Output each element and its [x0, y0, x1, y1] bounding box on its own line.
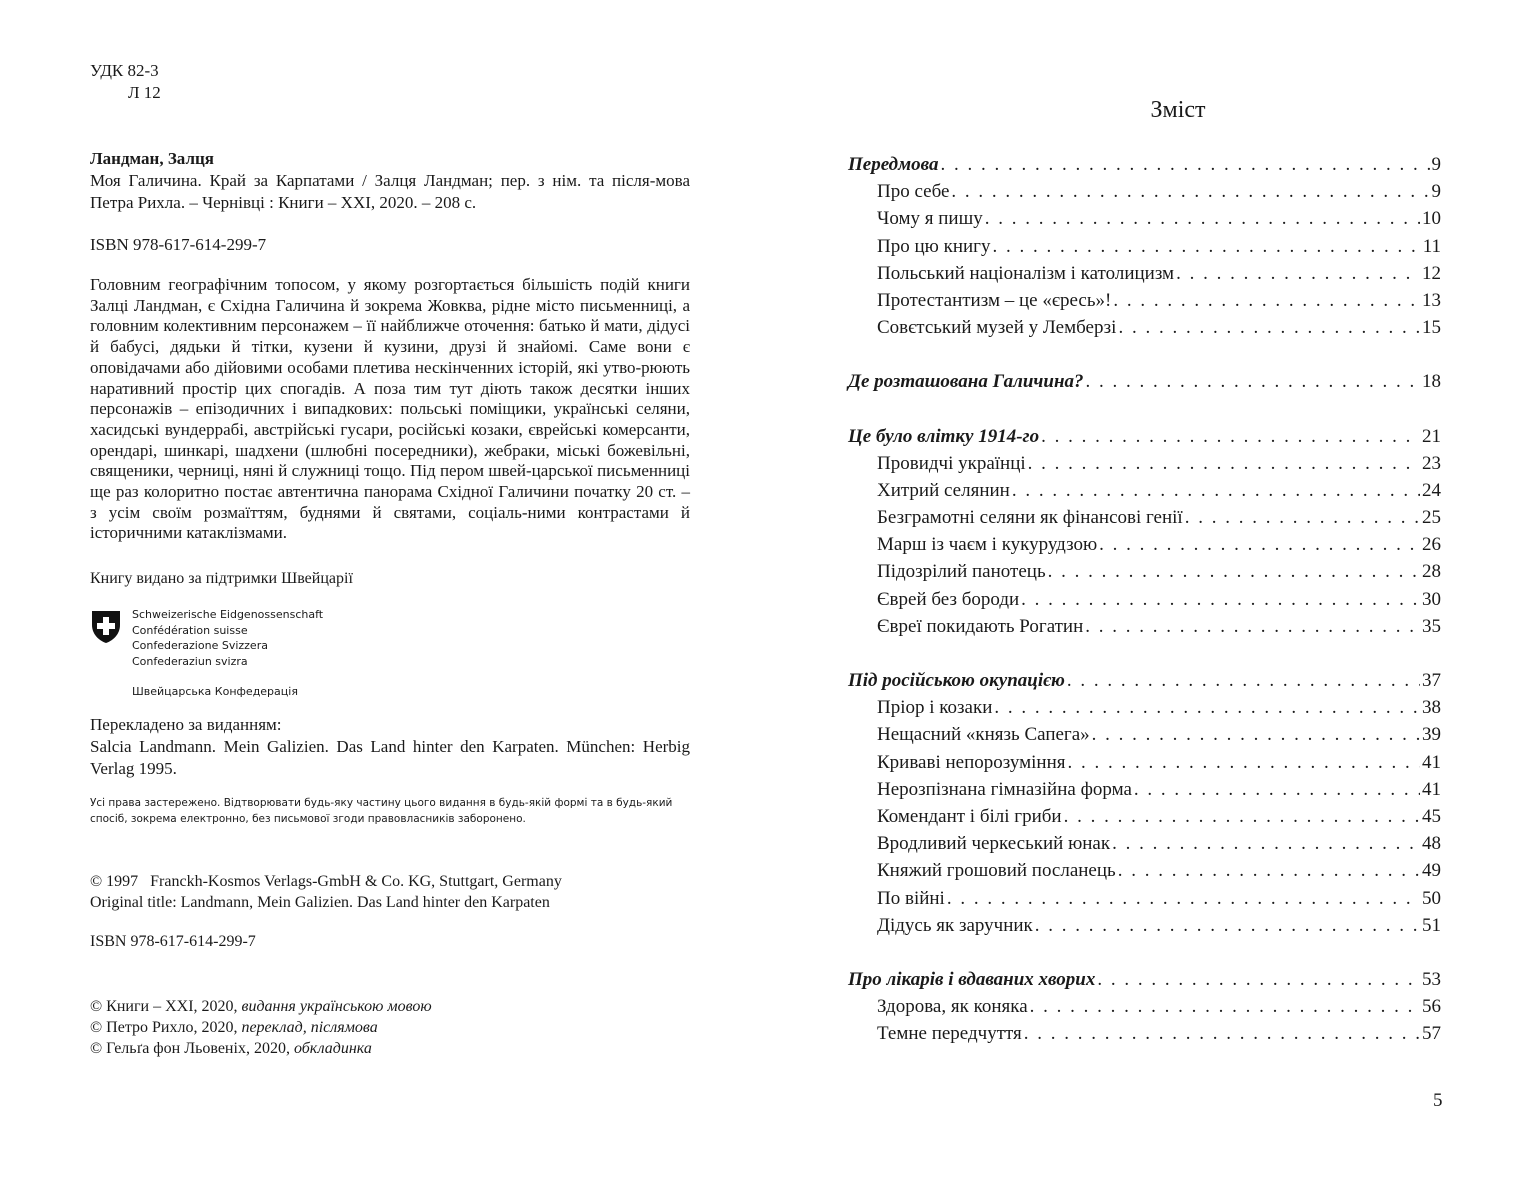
- toc-entry-title: Польський націоналізм і католицизм: [877, 262, 1175, 284]
- toc-entry: [848, 721, 1441, 748]
- toc-section: [848, 966, 1441, 993]
- toc-leader-dots: [1035, 912, 1420, 939]
- swiss-confederation-logo: [90, 607, 390, 702]
- toc-entry-title: Княжий грошовий посланець: [877, 860, 1116, 882]
- toc-entry-title: Передмова: [848, 154, 939, 175]
- toc-entry-page: 21: [1422, 425, 1441, 447]
- right-page: [768, 0, 1536, 1182]
- toc-entry: [848, 450, 1441, 477]
- toc-entry-page: 41: [1422, 751, 1441, 773]
- toc-leader-dots: [1185, 504, 1420, 531]
- toc-leader-dots: [992, 233, 1420, 260]
- toc-entry: [848, 857, 1441, 884]
- toc-leader-dots: [1064, 803, 1420, 830]
- toc-entry-title: Темне передчуття: [877, 1023, 1022, 1045]
- toc-title: Зміст: [1150, 97, 1206, 123]
- bibliographic-entry: [90, 148, 690, 214]
- book-description: Моя Галичина. Край за Карпатами / Залця Ландман; пер. з нім. та після-мова Петра Рихла. – Чернівці : Книги – XXI, 2020. – 208 с.: [90, 171, 690, 212]
- toc-entry-page: 45: [1422, 805, 1441, 827]
- toc-entry-page: 12: [1422, 262, 1441, 284]
- book-abstract: Головним географічним топосом, у якому розгортається більшість подій книги Залці Ландман, є Східна Галичина й зокрема Жовква, рідне місто письменниці, а головним колективним персонажем – її найближче оточення: батько й мати, дідусі й бабусі, дядьки й тітки, кузени й кузини, друзі й знайомі. Саме вони є оповідачами або дійовими особами плетива нескінченних історій, які утво-рюють наративний простір цих спогадів. А поза тим тут діють також десятки інших персонажів – епізодичних і випадкових: польські поміщики, українські селяни, хасидські вундеррабі, австрійські гусари, російські козаки, єврейські комерсанти, орендарі, шинкарі, шадхени (шлюбні посередники), жебраки, міські божевільні, священики, черниці, няні й служниці тощо. Під пером швей-царської письменниці ще раз колоритно постає автентична панорама Східної Галичини початку 20 ст. – з усім своїм розмаїттям, буднями й святами, соціаль-ними контрастами й історичними катаклізмами.: [90, 275, 690, 543]
- toc-entry-title: Нерозпізнана гімназійна форма: [877, 778, 1132, 800]
- toc-entry-page: 28: [1422, 561, 1441, 583]
- toc-entry: [848, 260, 1441, 287]
- toc-entry-page: 9: [1431, 181, 1441, 203]
- toc-leader-dots: [985, 205, 1420, 232]
- toc-leader-dots: [940, 151, 1429, 178]
- toc-leader-dots: [1048, 558, 1420, 585]
- copyright-scope: видання українською мовою: [241, 998, 432, 1015]
- toc-entry-page: 53: [1422, 968, 1441, 990]
- toc-entry-page: 38: [1422, 697, 1441, 719]
- toc-entry: [848, 504, 1441, 531]
- toc-entry-title: Про цю книгу: [877, 235, 991, 257]
- toc-leader-dots: [1012, 477, 1420, 504]
- toc-entry: [848, 205, 1441, 232]
- copyright-list: [90, 996, 432, 1059]
- original-edition: Salcia Landmann. Mein Galizien. Das Land hinter den Karpaten. München: Herbig Verlag 1995.: [90, 737, 690, 778]
- author-mark: Л 12: [128, 83, 161, 102]
- toc-entry-title: Євреї покидають Рогатин: [877, 615, 1084, 637]
- toc-leader-dots: [1113, 287, 1420, 314]
- toc-entry-title: Єврей без бороди: [877, 588, 1020, 610]
- toc-entry: [848, 531, 1441, 558]
- toc-entry-title: Дідусь як заручник: [877, 914, 1033, 936]
- udk-code: УДК 82-3: [90, 61, 159, 80]
- toc-entry-page: 10: [1422, 208, 1441, 230]
- support-note: Книгу видано за підтримки Швейцарії: [90, 570, 353, 587]
- toc-entry-page: 25: [1422, 507, 1441, 529]
- toc-leader-dots: [1024, 1020, 1420, 1047]
- toc-section: [848, 368, 1441, 395]
- toc-leader-dots: [951, 178, 1429, 205]
- toc-entry-title: Де розташована Галичина?: [848, 371, 1084, 393]
- swiss-name-uk: Швейцарська Конфедерація: [132, 685, 298, 698]
- toc-entry-title: Криваві непорозуміння: [877, 751, 1066, 773]
- toc-leader-dots: [1134, 776, 1420, 803]
- toc-entry-title: Марш із чаєм і кукурудзою: [877, 534, 1098, 556]
- toc-entry: [848, 749, 1441, 776]
- copyright-line: [90, 996, 432, 1017]
- translated-label: Перекладено за виданням:: [90, 715, 282, 734]
- toc-entry: [848, 885, 1441, 912]
- toc-leader-dots: [1086, 368, 1421, 395]
- toc-entry: [848, 613, 1441, 640]
- toc-leader-dots: [1028, 450, 1420, 477]
- copyright-line: [90, 1017, 432, 1038]
- toc-entry-page: 24: [1422, 479, 1441, 501]
- toc-entry-page: 51: [1422, 914, 1441, 936]
- isbn-top: ISBN 978-617-614-299-7: [90, 235, 267, 254]
- toc-leader-dots: [1092, 721, 1420, 748]
- toc-leader-dots: [1041, 423, 1420, 450]
- toc-entry-title: По війні: [877, 887, 945, 909]
- toc-entry-page: 39: [1422, 724, 1441, 746]
- toc-entry-page: 18: [1422, 371, 1441, 393]
- toc-entry-title: Протестантизм – це «єресь»!: [877, 289, 1112, 311]
- toc-entry: [848, 586, 1441, 613]
- toc-entry: [848, 776, 1441, 803]
- toc-entry-title: Це було влітку 1914-го: [848, 425, 1040, 447]
- toc-leader-dots: [1067, 667, 1420, 694]
- toc-entry: [848, 912, 1441, 939]
- toc-entry: [848, 314, 1441, 341]
- toc-entry-page: 23: [1422, 452, 1441, 474]
- toc-entry-title: Безграмотні селяни як фінансові генії: [877, 507, 1183, 529]
- toc-section: [848, 151, 1441, 178]
- toc-leader-dots: [1030, 993, 1420, 1020]
- original-copyright-line: © 1997 Franckh-Kosmos Verlags-GmbH & Co. KG, Stuttgart, Germany: [90, 873, 562, 890]
- toc-entry: [848, 233, 1441, 260]
- toc-leader-dots: [1021, 586, 1420, 613]
- copyright-scope: переклад, післямова: [241, 1019, 378, 1036]
- toc-leader-dots: [1112, 830, 1420, 857]
- toc-entry: [848, 477, 1441, 504]
- toc-leader-dots: [994, 694, 1420, 721]
- toc-leader-dots: [947, 885, 1420, 912]
- toc-entry-title: Про лікарів і вдаваних хворих: [848, 968, 1096, 990]
- toc-entry-title: Чому я пишу: [877, 208, 983, 230]
- copyright-holder: © Книги – XXI, 2020,: [90, 998, 242, 1015]
- toc-entry: [848, 1020, 1441, 1047]
- toc-entry: [848, 694, 1441, 721]
- toc-entry: [848, 830, 1441, 857]
- swiss-name-de: Schweizerische Eidgenossenschaft: [132, 608, 324, 621]
- toc-entry-page: 50: [1422, 887, 1441, 909]
- swiss-name-rm: Confederaziun svizra: [132, 654, 248, 668]
- copyright-holder: © Петро Рихло, 2020,: [90, 1019, 242, 1036]
- toc-entry-title: Вродливий черкеський юнак: [877, 833, 1111, 855]
- toc-entry-title: Провидчі українці: [877, 452, 1026, 474]
- toc-entry-page: 11: [1422, 235, 1441, 257]
- toc-entry: [848, 558, 1441, 585]
- toc-entry-title: Про себе: [877, 181, 950, 203]
- toc-entry-page: 15: [1422, 317, 1441, 339]
- toc-leader-dots: [1176, 260, 1420, 287]
- toc-leader-dots: [1085, 613, 1420, 640]
- toc-entry-page: 9: [1431, 154, 1441, 175]
- copyright-line: [90, 1038, 432, 1059]
- copyright-holder: © Гельґа фон Льовеніх, 2020,: [90, 1040, 294, 1057]
- udk-block: [90, 60, 161, 104]
- toc-leader-dots: [1118, 314, 1420, 341]
- toc-entry-page: 57: [1422, 1023, 1441, 1045]
- toc-entry: [848, 287, 1441, 314]
- toc-entry: [848, 178, 1441, 205]
- original-title-line: Original title: Landmann, Mein Galizien. Das Land hinter den Karpaten: [90, 894, 550, 911]
- swiss-names: [132, 607, 323, 669]
- swiss-name-fr: Confédération suisse: [132, 623, 248, 637]
- toc-leader-dots: [1068, 749, 1421, 776]
- toc-section: [848, 423, 1441, 450]
- toc-entry-title: Підозрілий панотець: [877, 561, 1046, 583]
- toc-leader-dots: [1099, 531, 1420, 558]
- toc-entry-title: Під російською окупацією: [848, 670, 1065, 691]
- swiss-shield-icon: [90, 609, 122, 645]
- isbn-bottom: ISBN 978-617-614-299-7: [90, 933, 256, 950]
- page-number: 5: [1433, 1090, 1443, 1111]
- toc-section: [848, 667, 1441, 694]
- toc-entry-page: 48: [1422, 833, 1441, 855]
- toc-leader-dots: [1118, 857, 1420, 884]
- toc-entry-page: 13: [1422, 289, 1441, 311]
- rights-notice: Усі права застережено. Відтворювати будь-яку частину цього видання в будь-якій формі та в будь-який спосіб, зокрема електронно, без письмової згоди правовласників заборонено.: [90, 797, 673, 825]
- toc-leader-dots: [1097, 966, 1420, 993]
- toc-entry-page: 26: [1422, 534, 1441, 556]
- toc-entry: [848, 803, 1441, 830]
- toc-entry-page: 49: [1422, 860, 1441, 882]
- toc-entry-page: 30: [1422, 588, 1441, 610]
- toc-entry-title: Комендант і білі гриби: [877, 805, 1062, 827]
- toc-entry-page: 41: [1422, 778, 1441, 800]
- translation-source: [90, 714, 690, 780]
- author-name: Ландман, Залця: [90, 149, 214, 168]
- original-copyright: [90, 871, 562, 913]
- table-of-contents: [848, 151, 1441, 1047]
- swiss-name-it: Confederazione Svizzera: [132, 639, 268, 652]
- toc-entry-title: Хитрий селянин: [877, 479, 1010, 501]
- copyright-scope: обкладинка: [293, 1040, 372, 1057]
- toc-entry-page: 37: [1422, 670, 1441, 691]
- toc-entry-title: Совєтський музей у Лемберзі: [877, 317, 1117, 339]
- toc-entry-title: Нещасний «князь Сапега»: [877, 724, 1090, 746]
- toc-entry-page: 35: [1422, 615, 1441, 637]
- toc-entry-page: 56: [1422, 996, 1441, 1018]
- toc-entry-title: Здорова, як коняка: [877, 996, 1028, 1018]
- toc-entry: [848, 993, 1441, 1020]
- toc-entry-title: Пріор і козаки: [877, 697, 993, 719]
